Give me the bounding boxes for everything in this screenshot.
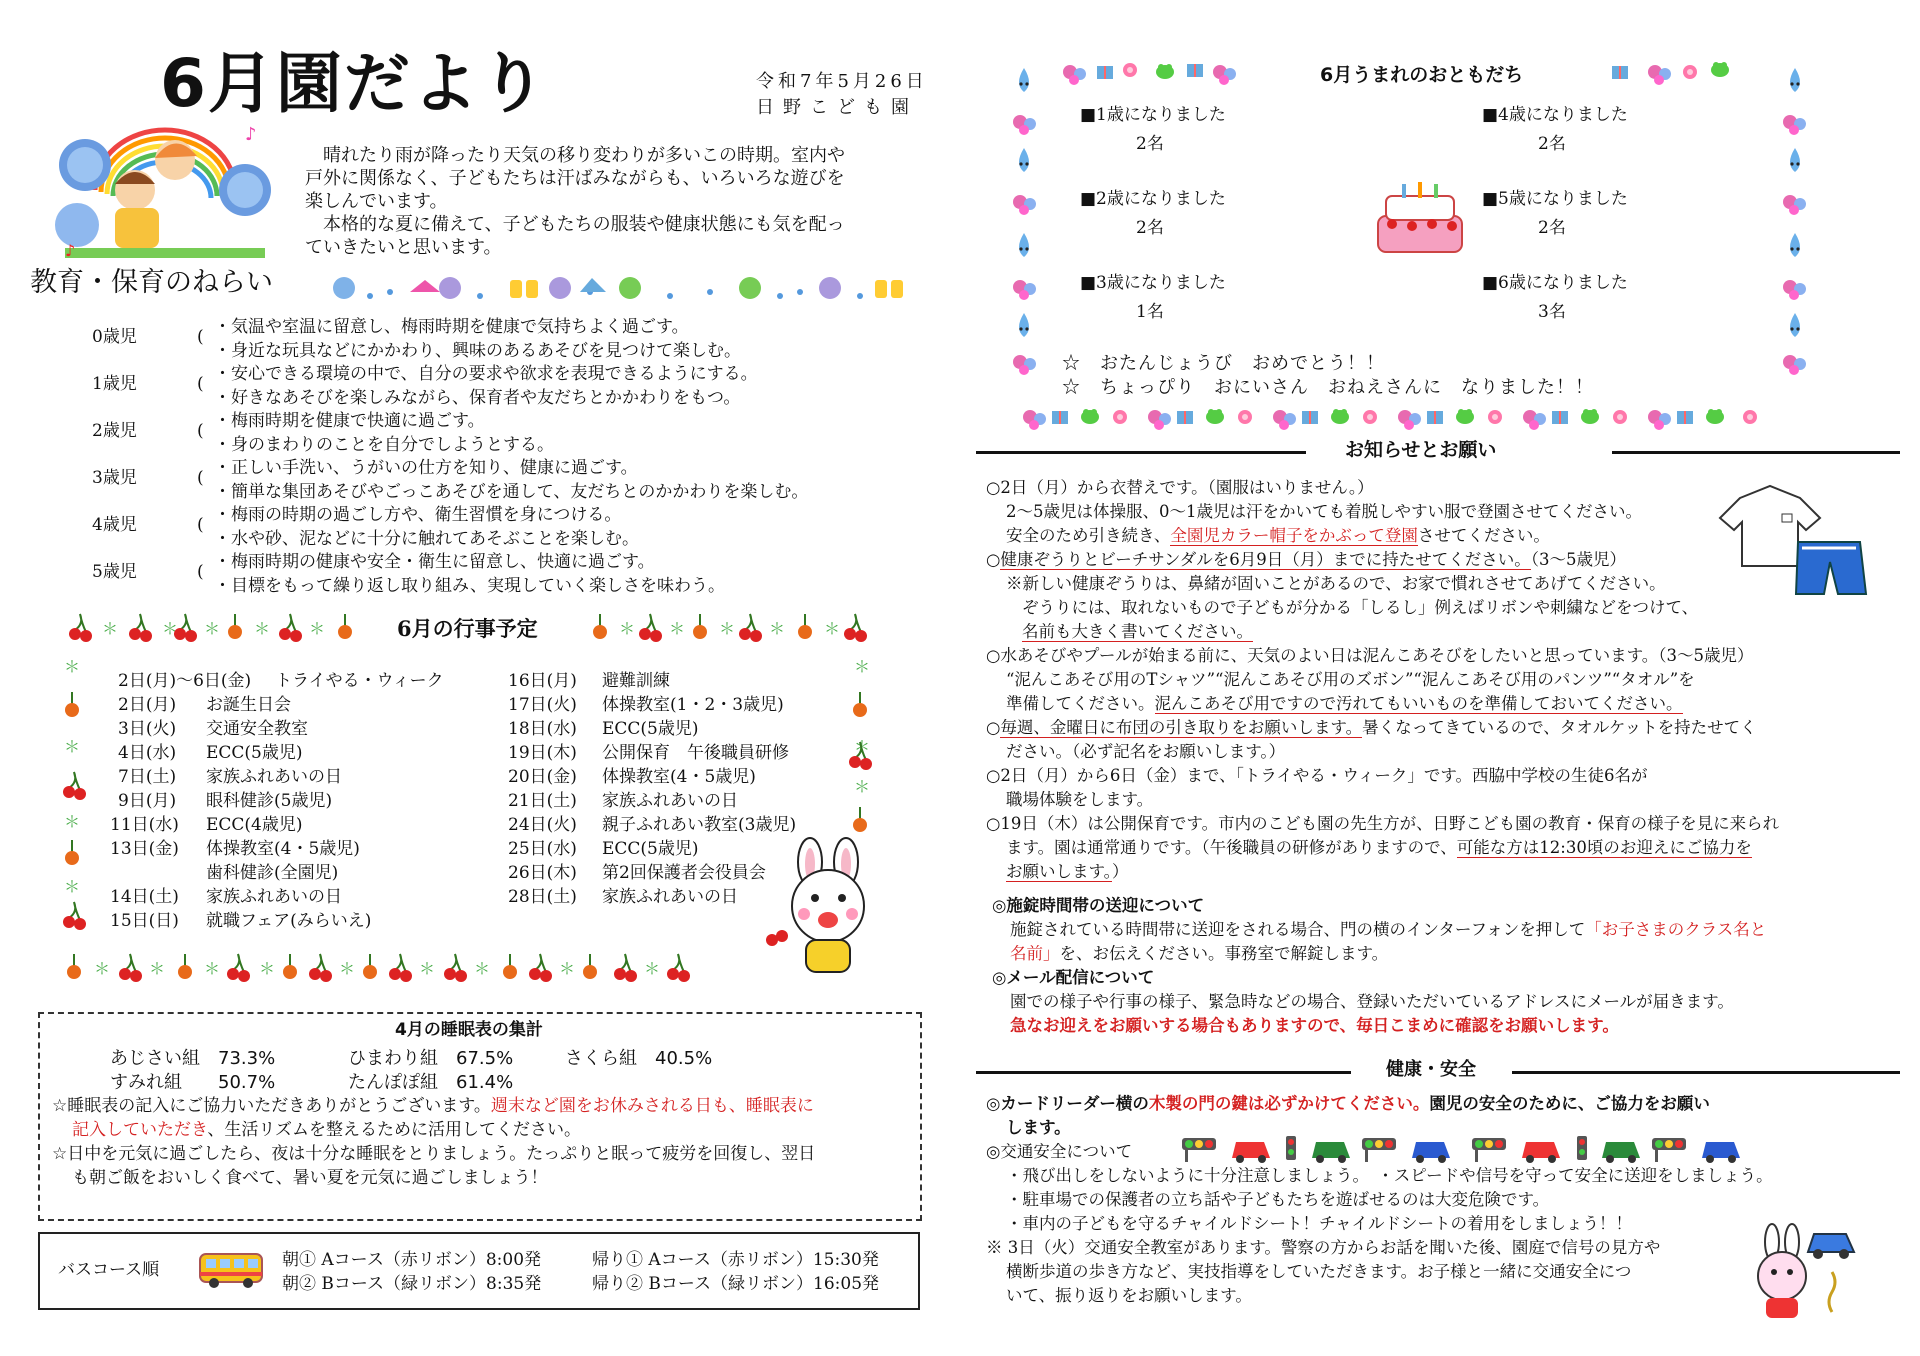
birthday-count: 1名 xyxy=(1136,302,1164,322)
aim-line: ・目標をもって繰り返し取り組み、実現していく楽しさを味わう。 xyxy=(214,576,726,596)
event-item: 21日(土) 家族ふれあいの日 xyxy=(508,791,738,811)
sleep-note: も朝ご飯をおいしく食べて、暑い夏を元気に過ごしましょう！ xyxy=(72,1168,548,1188)
aim-line: ・正しい手洗い、うがいの仕方を知り、健康に過ごす。 xyxy=(214,458,638,478)
bus-return-b: 帰り② Bコース（緑リボン）16:05発 xyxy=(592,1274,880,1294)
sleep-note-highlight: 週末など園をお休みされる日も、睡眠表に xyxy=(490,1096,814,1116)
notice-line: ○2日（月）から衣替えです。（園服はいりません。） xyxy=(986,478,1374,497)
health-line: ・飛び出しをしないように十分注意しましょう。 ・スピードや信号を守って安全に送迎をしましょう。 xyxy=(1006,1166,1773,1185)
aim-line: ・気温や室温に留意し、梅雨時期を健康で気持ちよく過ごす。 xyxy=(214,317,689,337)
bus-label: バスコース順 xyxy=(58,1260,160,1280)
birthday-count: 2名 xyxy=(1136,218,1164,238)
notice-underline: 毎週、金曜日に布団の引き取りをお願いします。 xyxy=(1000,718,1363,737)
aim-line: ・梅雨時期の健康や安全・衛生に留意し、快適に過ごす。 xyxy=(214,552,655,572)
notice-line: 職場体験をします。 xyxy=(1006,790,1154,809)
notice-line: お願いします。） xyxy=(1006,862,1129,881)
event-item: 18日(水) ECC(5歳児) xyxy=(508,719,699,739)
sleep-rate: すみれ組 50.7% xyxy=(110,1072,276,1093)
bunny-illustration xyxy=(760,840,900,975)
aim-line: ・梅雨時期を健康で快適に過ごす。 xyxy=(214,411,485,431)
sleep-rate: さくら組 40.5% xyxy=(565,1048,713,1069)
notice-line xyxy=(986,620,1779,644)
newsletter-title: 6月園だより xyxy=(160,45,548,122)
event-item: 7日(土) 家族ふれあいの日 xyxy=(118,767,342,787)
birthday-count: 2名 xyxy=(1538,134,1566,154)
event-item: 11日(水) ECC(4歳児) xyxy=(110,815,303,835)
paren: ( xyxy=(197,562,204,582)
lock-section-text: 施錠されている時間帯に送迎をされる場合、門の横のインターフォンを押して「お子さまのクラス名と xyxy=(1010,920,1767,939)
mail-section-text: 園での様子や行事の様子、緊急時などの場合、登録いただいているアドレスにメールが届きます。 xyxy=(1010,992,1734,1011)
paren: ( xyxy=(197,515,204,535)
notice-line: ○19日（木）は公開保育です。市内のこども園の先生方が、日野こども園の教育・保育の様子を見に来られ xyxy=(986,814,1780,833)
notice-line: ださい。（必ず記名をお願いします。） xyxy=(1006,742,1286,761)
notice-line: ○毎週、金曜日に布団の引き取りをお願いします。暑くなってきているので、タオルケットを持たせてく xyxy=(986,718,1757,737)
sleep-note: 、生活リズムを整えるために活用してください。 xyxy=(207,1120,581,1140)
gym-clothes-illustration xyxy=(1720,478,1870,598)
notice-highlight: 「お子さまのクラス名と xyxy=(1585,920,1767,939)
bus-return-a: 帰り① Aコース（赤リボン）15:30発 xyxy=(592,1250,879,1270)
birthday-age-label: ■4歳になりました xyxy=(1482,105,1628,125)
health-line: いて、振り返りをお願いします。 xyxy=(1006,1286,1252,1305)
sleep-note: ☆睡眠表の記入にご協力いただきありがとうございます。 xyxy=(52,1096,491,1116)
notice-line: “泥んこあそび用のTシャツ”“泥んこあそび用のズボン”“泥んこあそび用のパンツ”“タオル”を xyxy=(1006,670,1695,689)
event-item: 9日(月) 眼科健診(5歳児) xyxy=(118,791,333,811)
event-item: 13日(金) 体操教室(4・5歳児) xyxy=(110,839,360,859)
svg-text:♪: ♪ xyxy=(65,241,76,260)
health-line: ・駐車場での保護者の立ち話や子どもたちを遊ばせるのは大変危険です。 xyxy=(1006,1190,1550,1209)
notice-underline: 泥んこあそび用ですので汚れてもいいものを準備しておいてください。 xyxy=(1154,694,1683,713)
event-item: 4日(水) ECC(5歳児) xyxy=(118,743,303,763)
birthday-heading: 6月うまれのおともだち xyxy=(1320,64,1524,86)
event-item: 3日(火) 交通安全教室 xyxy=(118,719,308,739)
birthday-message: ☆ おたんじょうび おめでとう！！ xyxy=(1062,353,1385,374)
bus-morning-b: 朝② Bコース（緑リボン）8:35発 xyxy=(282,1274,542,1294)
paren: ( xyxy=(197,468,204,488)
health-line: ※ 3日（火）交通安全教室があります。警察の方からお話を聞いた後、園庭で信号の見方や xyxy=(986,1238,1661,1257)
bus-morning-a: 朝① Aコース（赤リボン）8:00発 xyxy=(282,1250,542,1270)
age-label: 2歳児 xyxy=(92,421,137,441)
intro-line: 本格的な夏に備えて、子どもたちの服装や健康状態にも気を配っ xyxy=(305,214,845,235)
health-line: ◎交通安全について xyxy=(986,1142,1133,1161)
health-line: します。 xyxy=(1006,1118,1071,1137)
health-line: ◎カードリーダー横の木製の門の鍵は必ずかけてください。園児の安全のために、ご協力をお願い xyxy=(986,1094,1710,1113)
cherry-border-icon: ＊ xyxy=(60,606,880,996)
sleep-rate: あじさい組 73.3% xyxy=(110,1048,276,1069)
notice-line: ※新しい健康ぞうりは、鼻緒が固いことがあるので、お家で慣れさせてあげてください。 xyxy=(1006,574,1666,593)
notice-line: 2～5歳児は体操服、0～1歳児は汗をかいても着脱しやすい服で登園させてください。 xyxy=(1006,502,1642,521)
birthday-age-label: ■5歳になりました xyxy=(1482,189,1628,209)
notice-underline: お願いします。 xyxy=(1006,862,1112,881)
notice-divider-left xyxy=(976,451,1306,454)
notice-underline: 健康ぞうりとビーチサンダルを6月9日（月）までに持たせてください。 xyxy=(1000,550,1531,569)
health-line: 横断歩道の歩き方など、実技指導をしていただきます。お子様と一緒に交通安全につ xyxy=(1006,1262,1632,1281)
intro-line: ていきたいと思います。 xyxy=(305,237,502,258)
event-item: 14日(土) 家族ふれあいの日 xyxy=(110,887,342,907)
age-label: 5歳児 xyxy=(92,562,137,582)
sleep-rate: たんぽぽ組 61.4% xyxy=(348,1072,514,1093)
health-heading: 健康・安全 xyxy=(1386,1059,1476,1080)
event-item: 20日(金) 体操教室(4・5歳児) xyxy=(508,767,756,787)
notice-body xyxy=(986,476,1779,884)
mail-section-heading: ◎メール配信について xyxy=(992,968,1155,987)
hydrangea-children-illustration xyxy=(55,120,270,260)
birthday-count: 3名 xyxy=(1538,302,1566,322)
notice-line: 準備してください。泥んこあそび用ですので汚れてもいいものを準備しておいてください。 xyxy=(1006,694,1683,713)
notice-line: ○水あそびやプールが始まる前に、天気のよい日は泥んこあそびをしたいと思っています。（3～5歳児） xyxy=(986,646,1754,665)
birthday-count: 2名 xyxy=(1538,218,1566,238)
mail-section-highlight: 急なお迎えをお願いする場合もありますので、毎日こまめに確認をお願いします。 xyxy=(1010,1016,1619,1035)
notice-line: 安全のため引き続き、全園児カラー帽子をかぶって登園させてください。 xyxy=(1006,526,1550,545)
event-item: 歯科健診(全園児) xyxy=(206,863,339,883)
sleep-heading: 4月の睡眠表の集計 xyxy=(395,1020,543,1040)
event-item: 25日(水) ECC(5歳児) xyxy=(508,839,699,859)
notice-divider-right xyxy=(1612,451,1900,454)
notice-underline: 名前も大きく書いてください。 xyxy=(1022,622,1253,641)
health-highlight: 木製の門の鍵は必ずかけてください。 xyxy=(1148,1094,1430,1113)
aims-heading: 教育・保育のねらい xyxy=(30,267,273,298)
aim-line: ・身近な玩具などにかかわり、興味のあるあそびを見つけて楽しむ。 xyxy=(214,341,741,361)
age-label: 4歳児 xyxy=(92,515,137,535)
event-item: 2日(月)～6日(金) トライやる・ウィーク xyxy=(118,671,444,691)
aim-line: ・身のまわりのことを自分でしようとする。 xyxy=(214,435,554,455)
event-item: 24日(火) 親子ふれあい教室(3歳児) xyxy=(508,815,797,835)
event-item: 28日(土) 家族ふれあいの日 xyxy=(508,887,738,907)
issue-date: 令和7年5月26日 xyxy=(756,71,928,92)
notice-underline: 可能な方は12:30頃のお迎えにご協力を xyxy=(1456,838,1752,857)
notice-heading: お知らせとお願い xyxy=(1345,439,1497,461)
birthday-age-label: ■2歳になりました xyxy=(1080,189,1226,209)
event-item: 16日(月) 避難訓練 xyxy=(508,671,670,691)
traffic-cars-decoration-icon xyxy=(1182,1132,1782,1164)
event-item: 26日(木) 第2回保護者会役員会 xyxy=(508,863,766,883)
notice-highlight: 全園児カラー帽子をかぶって登園 xyxy=(1170,526,1418,545)
event-item: 2日(月) お誕生日会 xyxy=(118,695,291,715)
intro-line: 晴れたり雨が降ったり天気の移り変わりが多いこの時期。室内や xyxy=(305,145,845,166)
age-label: 3歳児 xyxy=(92,468,137,488)
aim-line: ・安心できる環境の中で、自分の要求や欲求を表現できるようにする。 xyxy=(214,364,758,384)
health-divider-left xyxy=(976,1071,1351,1074)
health-divider-right xyxy=(1512,1071,1900,1074)
lock-section-text: 名前」を、お伝えください。事務室で解錠します。 xyxy=(1010,944,1389,963)
aim-line: ・簡単な集団あそびやごっこあそびを通して、友だちとのかかわりを楽しむ。 xyxy=(214,482,809,502)
bus-icon xyxy=(198,1250,264,1290)
birthday-age-label: ■6歳になりました xyxy=(1482,273,1628,293)
bunny-car-illustration xyxy=(1742,1222,1862,1322)
sleep-rate: ひまわり組 67.5% xyxy=(348,1048,514,1069)
event-item: 19日(木) 公開保育 午後職員研修 xyxy=(508,743,789,763)
notice-highlight: 名前」 xyxy=(1010,944,1060,963)
birthday-count: 2名 xyxy=(1136,134,1164,154)
birthday-cake-icon xyxy=(1372,180,1468,260)
event-item: 15日(日) 就職フェア(みらいえ) xyxy=(110,911,372,931)
school-name: 日野こども園 xyxy=(756,97,918,118)
sleep-note: ☆日中を元気に過ごしたら、夜は十分な睡眠をとりましょう。たっぷりと眠って疲労を回復し、翌日 xyxy=(52,1144,816,1164)
birthday-age-label: ■1歳になりました xyxy=(1080,105,1226,125)
events-heading: 6月の行事予定 xyxy=(397,616,538,641)
age-label: 0歳児 xyxy=(92,327,137,347)
intro-line: 楽しんでいます。 xyxy=(305,191,448,212)
aim-line: ・好きなあそびを楽しみながら、保育者や友だちとかかわりをもつ。 xyxy=(214,388,741,408)
aim-line: ・水や砂、泥などに十分に触れてあそぶことを楽しむ。 xyxy=(214,529,639,549)
event-item: 17日(火) 体操教室(1・2・3歳児) xyxy=(508,695,784,715)
birthday-age-label: ■3歳になりました xyxy=(1080,273,1226,293)
notice-line: ます。園は通常通りです。（午後職員の研修がありますので、可能な方は12:30頃のお迎えにご協力を xyxy=(1006,838,1752,857)
aim-line: ・梅雨の時期の過ごし方や、衛生習慣を身につける。 xyxy=(214,505,622,525)
notice-line: ○健康ぞうりとビーチサンダルを6月9日（月）までに持たせてください。（3～5歳児） xyxy=(986,550,1627,569)
sleep-note-highlight: 記入していただき xyxy=(72,1120,208,1140)
paren: ( xyxy=(197,374,204,394)
health-line: ・車内の子どもを守るチャイルドシート！チャイルドシートの着用をしましょう！！ xyxy=(1006,1214,1633,1233)
lock-section-heading: ◎施錠時間帯の送迎について xyxy=(992,896,1205,915)
birthday-message: ☆ ちょっぴり おにいさん おねえさんに なりました！！ xyxy=(1062,377,1594,398)
rain-decoration-icon xyxy=(330,272,910,306)
paren: ( xyxy=(197,421,204,441)
age-label: 1歳児 xyxy=(92,374,137,394)
notice-line: ○2日（月）から6日（金）まで、「トライやる・ウィーク」です。西脇中学校の生徒6名が xyxy=(986,766,1648,785)
notice-line: ぞうりには、取れないもので子どもが分かる「しるし」例えばリボンや刺繍などをつけて、 xyxy=(1022,598,1699,617)
intro-line: 戸外に関係なく、子どもたちは汗ばみながらも、いろいろな遊びを xyxy=(305,168,845,189)
paren: ( xyxy=(197,327,204,347)
svg-text:♪: ♪ xyxy=(245,124,257,145)
